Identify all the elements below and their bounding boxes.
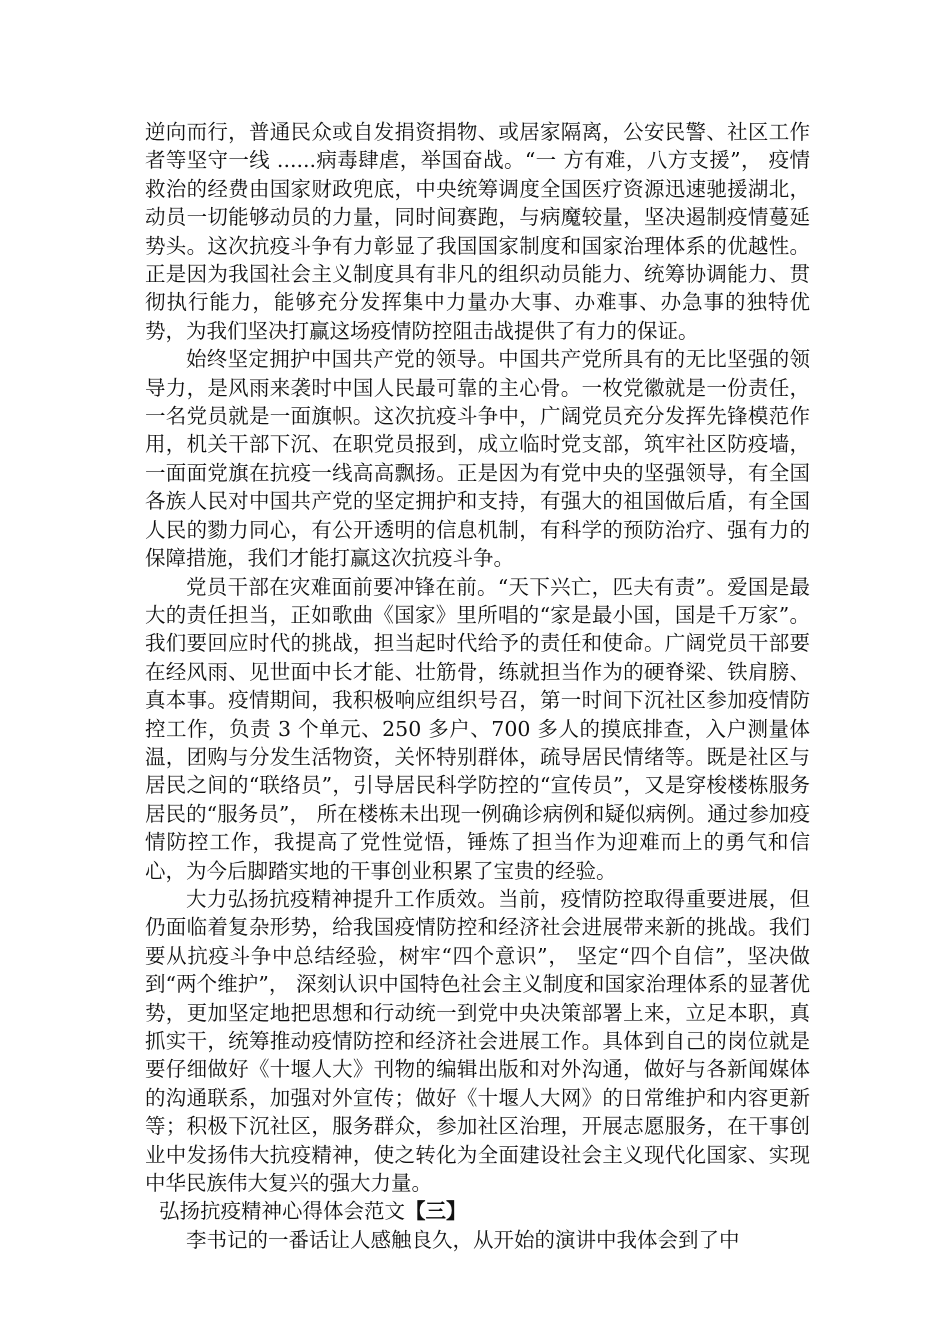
paragraph-1: 逆向而行，普通民众或自发捐资捐物、或居家隔离，公安民警、社区工作者等坚守一线 ......病毒肆虐，举国奋战。“一 方有难，八方支援”， 疫情救治的经费由国家财政兜底，中央统筹调度全国医疗资源迅速驰援湖北，动员一切能够动员的力量，同时间赛跑，与病魔较量，坚决遏制疫情蔓延势头。这次抗疫斗争有力彰显了我国国家制度和国家治理体系的优越性。正是因为我国社会主义制度具有非凡的组织动员能力、统筹协调能力、贯彻执行能力，能够充分发挥集中力量办大事、办难事、办急事的独特优势，为我们坚决打赢这场疫情防控阻击战提供了有力的保证。 <box>145 120 810 343</box>
document-page <box>145 118 810 1254</box>
section-heading-text: 弘扬抗疫精神心得体会范文 <box>159 1199 405 1224</box>
paragraph-2: 始终坚定拥护中国共产党的领导。中国共产党所具有的无比坚强的领导力，是风雨来袭时中国人民最可靠的主心骨。一枚党徽就是一份责任，一名党员就是一面旗帜。这次抗疫斗争中，广阔党员充分发挥先锋模范作用，机关干部下沉、在职党员报到，成立临时党支部，筑牢社区防疫墙，一面面党旗在抗疫一线高高飘扬。正是因为有党中央的坚强领导，有全国各族人民对中国共产党的坚定拥护和支持，有强大的祖国做后盾，有全国人民的勠力同心，有公开透明的信息机制，有科学的预防治疗、强有力的保障措施，我们才能打赢这次抗疫斗争。 <box>145 347 810 571</box>
section-heading-number: 【三】 <box>405 1199 467 1224</box>
paragraph-5: 李书记的一番话让人感触良久，从开始的演讲中我体会到了中 <box>186 1227 740 1252</box>
paragraph-3: 党员干部在灾难面前要冲锋在前。“天下兴亡，匹夫有责”。爱国是最大的责任担当，正如歌曲《国家》里所唱的“家是最小国，国是千万家”。我们要回应时代的挑战，担当起时代给予的责任和使命。广阔党员干部要在经风雨、见世面中长才能、壮筋骨，练就担当作为的硬脊梁、铁肩膀、真本事。疫情期间，我积极响应组织号召，第一时间下沉社区参加疫情防控工作，负责 3 个单元、250 多户、700 多人的摸底排查，入户测量体温，团购与分发生活物资，关怀特别群体，疏导居民情绪等。既是社区与居民之间的“联络员”，引导居民科学防控的“宣传员”，又是穿梭楼栋服务居民的“服务员”， 所在楼栋未出现一例确诊病例和疑似病例。通过参加疫情防控工作，我提高了党性觉悟，锤炼了担当作为迎难而上的勇气和信心，为今后脚踏实地的干事创业积累了宝贵的经验。 <box>145 574 810 883</box>
section-heading <box>145 1197 810 1225</box>
paragraph-4: 大力弘扬抗疫精神提升工作质效。当前，疫情防控取得重要进展，但仍面临着复杂形势，给我国疫情防控和经济社会进展带来新的挑战。我们要从抗疫斗争中总结经验，树牢“四个意识”， 坚定“四个自信”，坚决做到“两个维护”， 深刻认识中国特色社会主义制度和国家治理体系的显著优势，更加坚定地把思想和行动统一到党中央决策部署上来，立足本职，真抓实干，统筹推动疫情防控和经济社会进展工作。具体到自己的岗位就是要仔细做好《十堰人大》刊物的编辑出版和对外沟通，做好与各新闻媒体的沟通联系，加强对外宣传；做好《十堰人大网》的日常维护和内容更新等；积极下沉社区，服务群众，参加社区治理，开展志愿服务，在干事创业中发扬伟大抗疫精神，使之转化为全面建设社会主义现代化国家、实现中华民族伟大复兴的强大力量。 <box>145 886 810 1196</box>
